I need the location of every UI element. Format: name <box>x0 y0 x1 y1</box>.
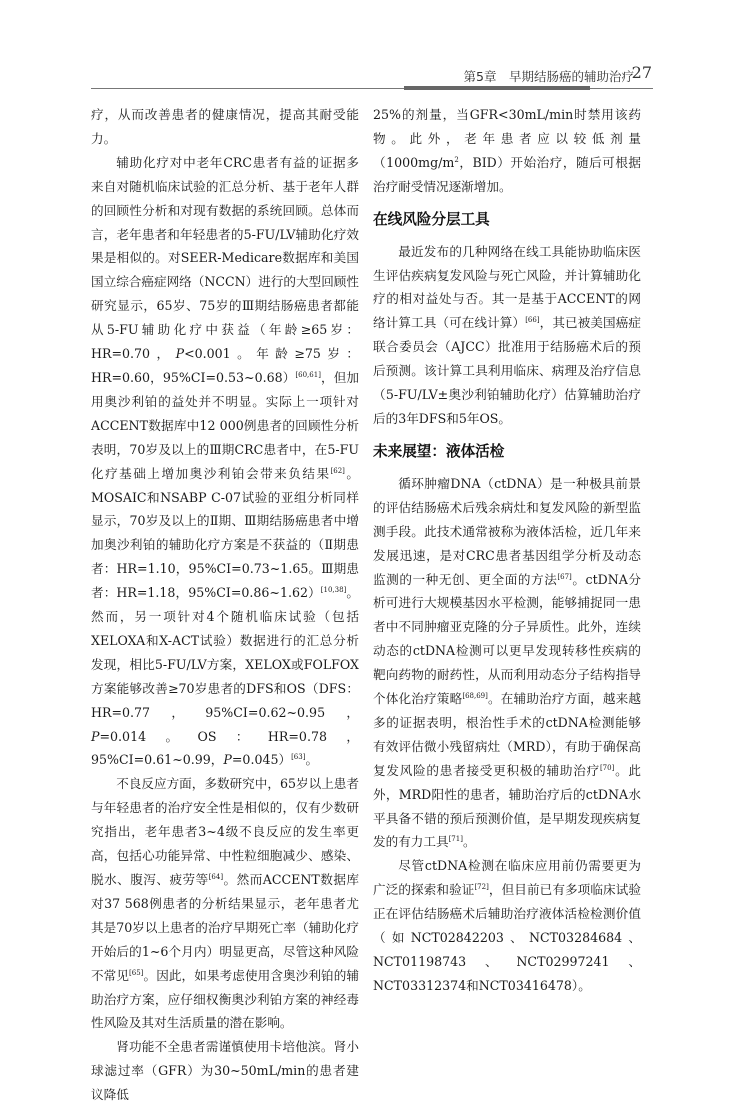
section-heading: 在线风险分层工具 <box>373 210 490 228</box>
superscript: 2 <box>454 155 459 164</box>
citation: [66] <box>525 316 540 325</box>
citation: [60,61] <box>295 370 321 379</box>
citation: [71] <box>448 835 463 844</box>
section-heading: 未来展望：液体活检 <box>373 442 505 460</box>
left-column <box>91 103 359 1107</box>
right-column <box>373 103 641 998</box>
header-tab-bar <box>404 86 590 90</box>
paragraph: 尽管ctDNA检测在临床应用前仍需要更为广泛的探索和验证[72]，但目前已有多项临床试验正在评估结肠癌术后辅助治疗液体活检检测价值（如NCT02842203、NCT03284684、NCT01198743、NCT02997241、NCT03312374和NCT03416478）。 <box>373 858 642 993</box>
paragraph: 循环肿瘤DNA（ctDNA）是一种极具前景的评估结肠癌术后残余病灶和复发风险的新型监测手段。此技术通常被称为液体活检，近几年来发展迅速，是对CRC患者基因组学分析及动态监测的一种无创、更全面的方法[67]。ctDNA分析可进行大规模基因水平检测，能够捕捉同一患者中不同肿瘤亚克隆的分子异质性。此外，连续动态的ctDNA检测可以更早发现转移性疾病的靶向药物的耐药性，从而利用动态分子结构指导个体化治疗策略[68,69]。在辅助治疗方面，越来越多的证据表明，根治性手术的ctDNA检测能够有效评估微小残留病灶（MRD），有助于确保高复发风险的患者接受更积极的辅助治疗[70]。此外，MRD阳性的患者，辅助治疗后的ctDNA水平具备不错的预后预测价值，是早期发现疾病复发的有力工具[71]。 <box>373 475 642 850</box>
citation: [68,69] <box>462 691 488 700</box>
paragraph: 不良反应方面，多数研究中，65岁以上患者与年轻患者的治疗安全性是相似的，仅有少数研究指出，老年患者3~4级不良反应的发生率更高，包括心功能异常、中性粒细胞减少、感染、脱水、腹泻、疲劳等[64]。然而ACCENT数据库对37 568例患者的分析结果显示，老年患者尤其是70岁以上患者的治疗早期死亡率（辅助化疗开始后的1~6个月内）明显更高，尽管这种风险不常见[65]。因此，如果考虑使用含奥沙利铂的辅助治疗方案，应仔细权衡奥沙利铂方案的神经毒性风险及其对生活质量的潜在影响。 <box>91 776 360 1031</box>
page-number: 27 <box>631 63 652 82</box>
citation: [70] <box>599 763 615 772</box>
running-header <box>0 55 730 89</box>
paragraph: 肾功能不全患者需谨慎使用卡培他滨。肾小球滤过率（GFR）为30~50mL/min的患者建议降低 <box>91 1039 359 1103</box>
citation: [64] <box>208 872 224 881</box>
citation: [65] <box>129 968 144 977</box>
paragraph: 辅助化疗对中老年CRC患者有益的证据多来自对随机临床试验的汇总分析、基于老年人群的回顾性分析和对现有数据的系统回顾。总体而言，老年患者和年轻患者的5-FU/LV辅助化疗效果是相似的。对SEER-Medicare数据库和美国国立综合癌症网络（NCCN）进行的大型回顾性研究显示，65岁、75岁的Ⅲ期结肠癌患者都能从5-FU辅助化疗中获益（年龄≥65岁：HR=0.70，P<0.001。年龄≥75岁：HR=0.60，95%CI=0.53~0.68）[60,61]，但加用奥沙利铂的益处并不明显。实际上一项针对ACCENT数据库中12 000例患者的回顾性分析表明，70岁及以上的Ⅲ期CRC患者中，在5-FU化疗基础上增加奥沙利铂会带来负结果[62]。MOSAIC和NSABP C-07试验的亚组分析同样显示，70岁及以上的Ⅱ期、Ⅲ期结肠癌患者中增加奥沙利铂的辅助化疗方案是不获益的（Ⅱ期患者：HR=1.10，95%CI=0.73~1.65。Ⅲ期患者：HR=1.18，95%CI=0.86~1.62）[10,38]。然而，另一项针对4个随机临床试验（包括XELOXA和X-ACT试验）数据进行的汇总分析发现，相比5-FU/LV方案，XELOX或FOLFOX方案能够改善≥70岁患者的DFS和OS（DFS：HR=0.77，95%CI=0.62~0.95，P=0.014。OS：HR=0.78，95%CI=0.61~0.99，P=0.045）[63]。 <box>91 154 360 768</box>
citation: [67] <box>557 572 572 581</box>
citation: [10,38] <box>320 585 347 594</box>
citation: [72] <box>474 883 489 892</box>
citation: [62] <box>330 466 345 475</box>
citation: [63] <box>291 753 306 762</box>
paragraph: 疗，从而改善患者的健康情况，提高其耐受能力。 <box>91 107 359 146</box>
paragraph: 最近发布的几种网络在线工具能协助临床医生评估疾病复发风险与死亡风险，并计算辅助化疗的相对益处与否。其一是基于ACCENT的网络计算工具（可在线计算）[66]，其已被美国癌症联合委员会（AJCC）批准用于结肠癌术后的预后预测。该计算工具利用临床、病理及治疗信息（5-FU/LV±奥沙利铂辅助化疗）估算辅助治疗后的3年DFS和5年OS。 <box>373 243 642 426</box>
chapter-title: 第5章 早期结肠癌的辅助治疗 <box>463 69 634 84</box>
paragraph: 25%的剂量，当GFR<30mL/min时禁用该药物。此外，老年患者应以较低剂量（$1000mg/m^2$，BID）开始治疗，随后可根据治疗耐受情况逐渐增加。 <box>373 107 641 194</box>
